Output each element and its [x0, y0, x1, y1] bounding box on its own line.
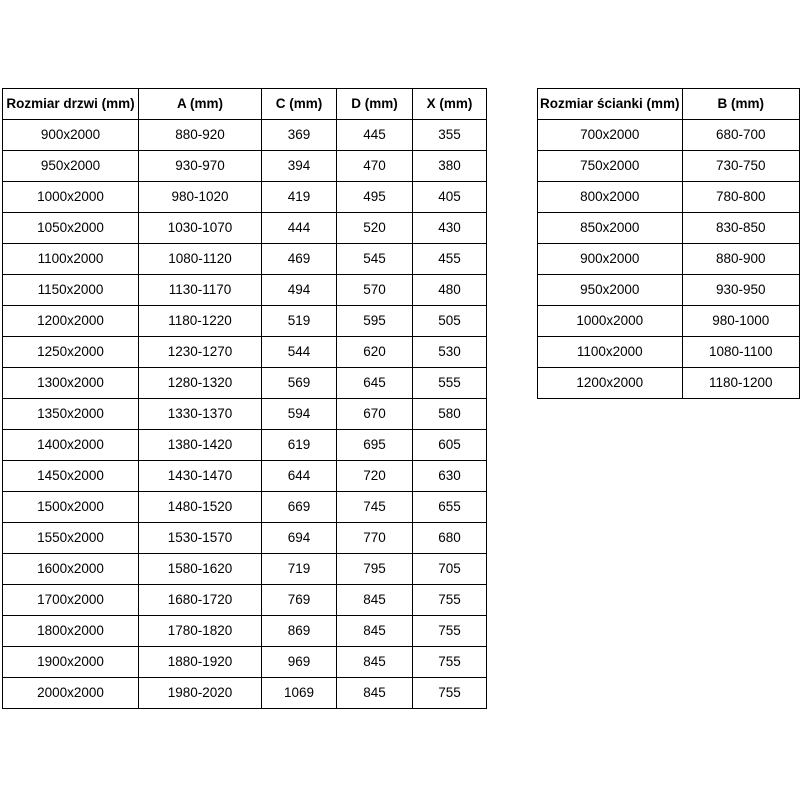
table-cell: 495 [337, 182, 413, 213]
table-cell: 455 [413, 244, 487, 275]
table-cell: 980-1000 [682, 306, 799, 337]
table-cell: 1400x2000 [3, 430, 139, 461]
table-cell: 494 [262, 275, 337, 306]
table-cell: 470 [337, 151, 413, 182]
table-cell: 700x2000 [538, 120, 683, 151]
table-cell: 645 [337, 368, 413, 399]
table-cell: 755 [413, 616, 487, 647]
table-row [538, 151, 800, 182]
table-row [3, 678, 487, 709]
table-cell: 580 [413, 399, 487, 430]
table-cell: 1080-1120 [139, 244, 262, 275]
table-cell: 755 [413, 678, 487, 709]
table-row [3, 306, 487, 337]
table-cell: 930-950 [682, 275, 799, 306]
table-cell: 1150x2000 [3, 275, 139, 306]
table-cell: 845 [337, 647, 413, 678]
table-cell: 770 [337, 523, 413, 554]
table-row [538, 306, 800, 337]
table-cell: 745 [337, 492, 413, 523]
table-row [3, 492, 487, 523]
table-cell: 755 [413, 585, 487, 616]
table-cell: 1200x2000 [538, 368, 683, 399]
table-cell: 705 [413, 554, 487, 585]
table-row [3, 368, 487, 399]
table-cell: 1530-1570 [139, 523, 262, 554]
table-cell: 1680-1720 [139, 585, 262, 616]
column-header: Rozmiar drzwi (mm) [3, 89, 139, 120]
table-cell: 1780-1820 [139, 616, 262, 647]
table-cell: 1800x2000 [3, 616, 139, 647]
table-row [3, 647, 487, 678]
table-cell: 2000x2000 [3, 678, 139, 709]
table-cell: 1100x2000 [538, 337, 683, 368]
table-cell: 530 [413, 337, 487, 368]
table-cell: 680 [413, 523, 487, 554]
table-cell: 1980-2020 [139, 678, 262, 709]
table-cell: 655 [413, 492, 487, 523]
table-cell: 595 [337, 306, 413, 337]
table-cell: 445 [337, 120, 413, 151]
table-row [538, 120, 800, 151]
table-cell: 1069 [262, 678, 337, 709]
wall-sizes-header-row [538, 89, 800, 120]
table-cell: 1100x2000 [3, 244, 139, 275]
table-row [3, 244, 487, 275]
table-cell: 1350x2000 [3, 399, 139, 430]
table-cell: 680-700 [682, 120, 799, 151]
table-cell: 1050x2000 [3, 213, 139, 244]
column-header: A (mm) [139, 89, 262, 120]
table-cell: 1580-1620 [139, 554, 262, 585]
table-cell: 730-750 [682, 151, 799, 182]
table-cell: 950x2000 [3, 151, 139, 182]
table-row [3, 616, 487, 647]
table-cell: 1030-1070 [139, 213, 262, 244]
table-cell: 620 [337, 337, 413, 368]
table-cell: 380 [413, 151, 487, 182]
table-row [538, 244, 800, 275]
table-row [3, 585, 487, 616]
table-row [538, 182, 800, 213]
table-cell: 1550x2000 [3, 523, 139, 554]
table-cell: 795 [337, 554, 413, 585]
table-cell: 869 [262, 616, 337, 647]
table-cell: 469 [262, 244, 337, 275]
table-cell: 670 [337, 399, 413, 430]
table-cell: 555 [413, 368, 487, 399]
door-sizes-header-row [3, 89, 487, 120]
table-cell: 1700x2000 [3, 585, 139, 616]
table-cell: 1250x2000 [3, 337, 139, 368]
table-cell: 1380-1420 [139, 430, 262, 461]
door-sizes-table [2, 88, 487, 709]
table-cell: 545 [337, 244, 413, 275]
table-cell: 1280-1320 [139, 368, 262, 399]
column-header: D (mm) [337, 89, 413, 120]
table-cell: 900x2000 [3, 120, 139, 151]
table-cell: 355 [413, 120, 487, 151]
table-cell: 1600x2000 [3, 554, 139, 585]
table-cell: 569 [262, 368, 337, 399]
table-cell: 1200x2000 [3, 306, 139, 337]
table-cell: 900x2000 [538, 244, 683, 275]
table-cell: 800x2000 [538, 182, 683, 213]
table-cell: 1450x2000 [3, 461, 139, 492]
table-cell: 594 [262, 399, 337, 430]
table-cell: 880-920 [139, 120, 262, 151]
table-row [3, 554, 487, 585]
table-row [3, 182, 487, 213]
table-row [3, 399, 487, 430]
table-row [3, 275, 487, 306]
table-cell: 1230-1270 [139, 337, 262, 368]
table-cell: 1300x2000 [3, 368, 139, 399]
table-cell: 719 [262, 554, 337, 585]
table-cell: 1430-1470 [139, 461, 262, 492]
table-cell: 570 [337, 275, 413, 306]
table-cell: 1480-1520 [139, 492, 262, 523]
table-cell: 544 [262, 337, 337, 368]
table-cell: 950x2000 [538, 275, 683, 306]
table-cell: 980-1020 [139, 182, 262, 213]
table-cell: 1000x2000 [3, 182, 139, 213]
table-row [3, 461, 487, 492]
column-header: Rozmiar ścianki (mm) [538, 89, 683, 120]
table-row [3, 523, 487, 554]
table-row [538, 337, 800, 368]
table-cell: 695 [337, 430, 413, 461]
table-cell: 1180-1220 [139, 306, 262, 337]
table-cell: 769 [262, 585, 337, 616]
table-cell: 619 [262, 430, 337, 461]
table-cell: 845 [337, 616, 413, 647]
table-cell: 644 [262, 461, 337, 492]
table-cell: 630 [413, 461, 487, 492]
table-cell: 520 [337, 213, 413, 244]
table-row [538, 213, 800, 244]
table-cell: 480 [413, 275, 487, 306]
table-cell: 394 [262, 151, 337, 182]
table-cell: 419 [262, 182, 337, 213]
column-header: B (mm) [682, 89, 799, 120]
table-cell: 830-850 [682, 213, 799, 244]
table-cell: 969 [262, 647, 337, 678]
table-cell: 755 [413, 647, 487, 678]
table-cell: 1330-1370 [139, 399, 262, 430]
table-cell: 750x2000 [538, 151, 683, 182]
table-cell: 720 [337, 461, 413, 492]
column-header: X (mm) [413, 89, 487, 120]
table-cell: 930-970 [139, 151, 262, 182]
table-row [538, 368, 800, 399]
table-cell: 430 [413, 213, 487, 244]
column-header: C (mm) [262, 89, 337, 120]
table-cell: 505 [413, 306, 487, 337]
table-cell: 1900x2000 [3, 647, 139, 678]
table-cell: 669 [262, 492, 337, 523]
table-cell: 605 [413, 430, 487, 461]
table-cell: 1130-1170 [139, 275, 262, 306]
table-cell: 845 [337, 585, 413, 616]
table-cell: 880-900 [682, 244, 799, 275]
table-cell: 369 [262, 120, 337, 151]
table-cell: 1880-1920 [139, 647, 262, 678]
table-cell: 1500x2000 [3, 492, 139, 523]
table-row [3, 120, 487, 151]
table-cell: 1180-1200 [682, 368, 799, 399]
table-cell: 444 [262, 213, 337, 244]
table-row [3, 337, 487, 368]
table-cell: 1000x2000 [538, 306, 683, 337]
table-row [3, 151, 487, 182]
table-cell: 694 [262, 523, 337, 554]
table-cell: 405 [413, 182, 487, 213]
table-row [3, 213, 487, 244]
table-cell: 845 [337, 678, 413, 709]
table-cell: 780-800 [682, 182, 799, 213]
wall-sizes-table [537, 88, 800, 399]
table-row [538, 275, 800, 306]
table-cell: 1080-1100 [682, 337, 799, 368]
table-cell: 519 [262, 306, 337, 337]
table-cell: 850x2000 [538, 213, 683, 244]
table-row [3, 430, 487, 461]
